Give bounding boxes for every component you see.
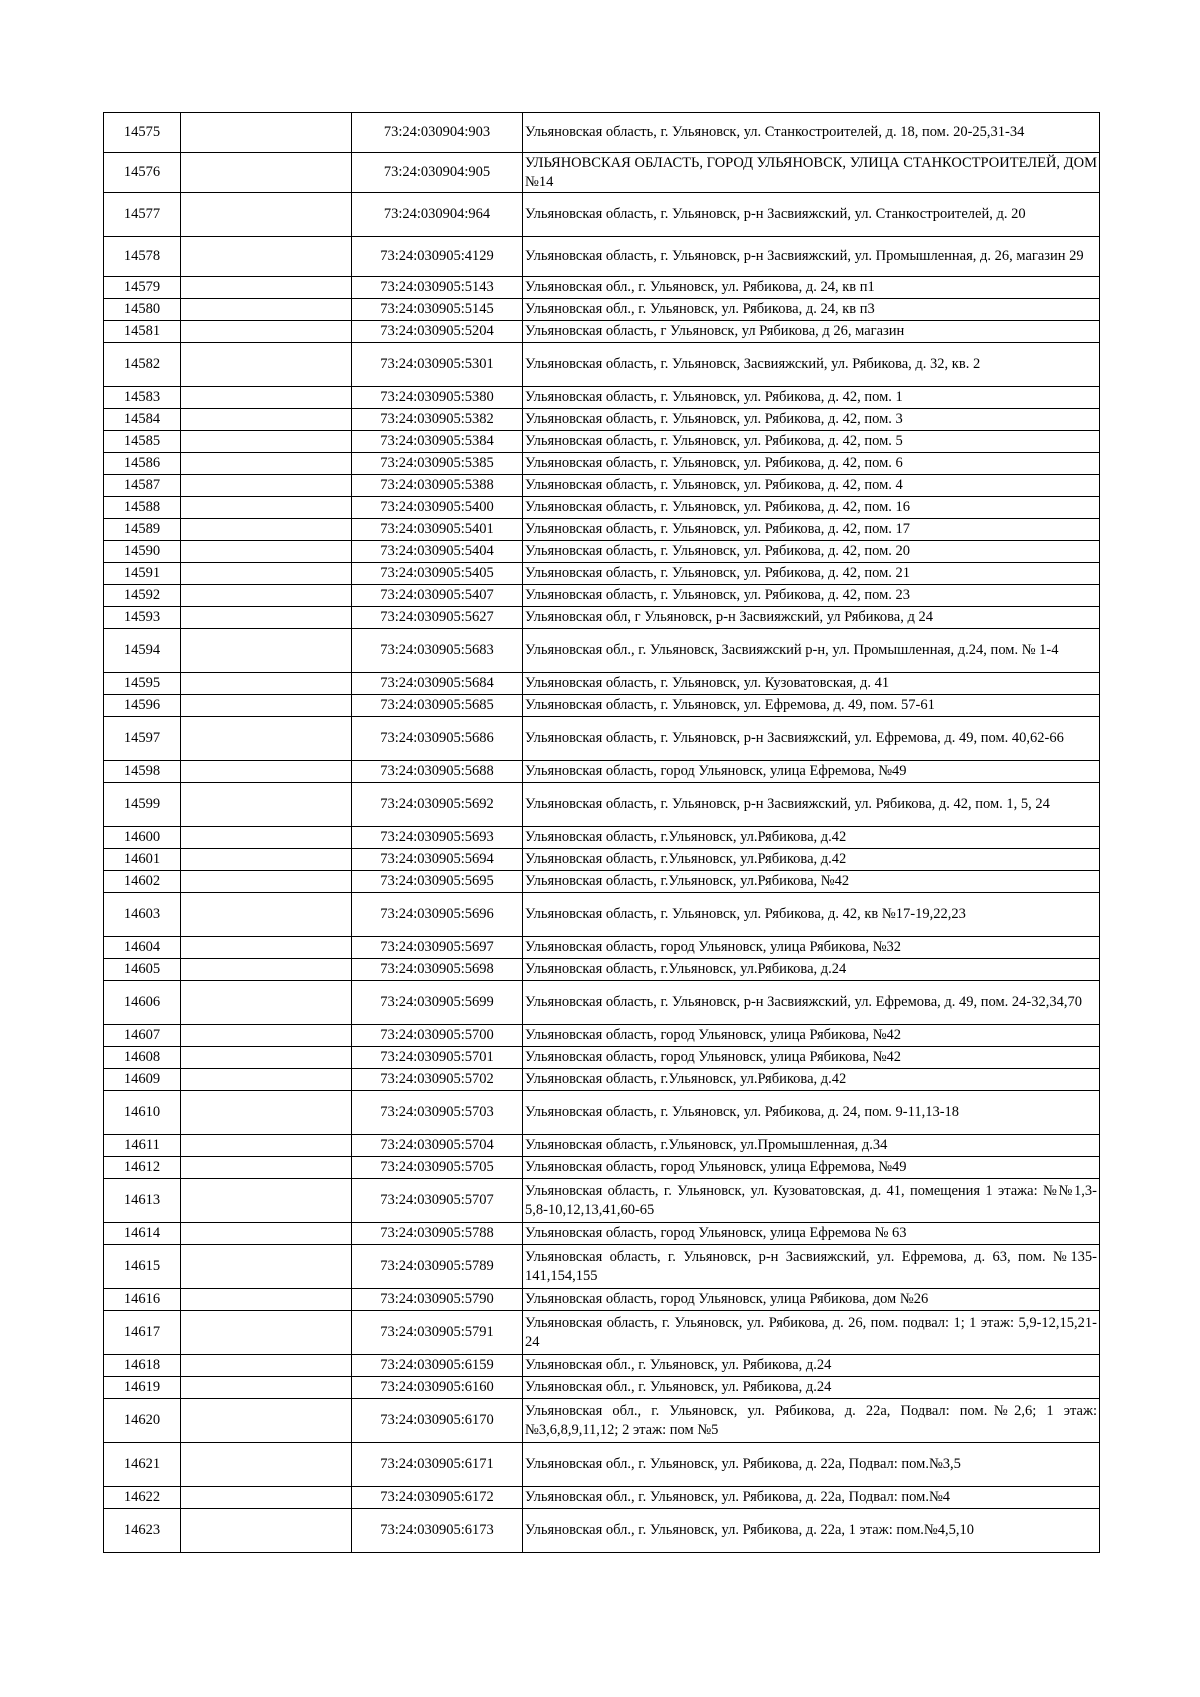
table-row xyxy=(104,937,1100,959)
cadastral-number-cell: 73:24:030905:6160 xyxy=(352,1377,523,1399)
table-row xyxy=(104,717,1100,761)
address-cell: Ульяновская область, г. Ульяновск, ул. Рябикова, д. 42, пом. 23 xyxy=(523,585,1100,607)
row-number-cell: 14609 xyxy=(104,1069,181,1091)
table-row xyxy=(104,827,1100,849)
cadastral-number-cell: 73:24:030905:5382 xyxy=(352,409,523,431)
empty-cell xyxy=(181,563,352,585)
table-row xyxy=(104,783,1100,827)
table-row xyxy=(104,893,1100,937)
cadastral-number-cell: 73:24:030905:5683 xyxy=(352,629,523,673)
cadastral-number-cell: 73:24:030905:6171 xyxy=(352,1443,523,1487)
cadastral-number-cell: 73:24:030905:5401 xyxy=(352,519,523,541)
row-number-cell: 14581 xyxy=(104,321,181,343)
empty-cell xyxy=(181,519,352,541)
table-row xyxy=(104,1245,1100,1289)
address-cell: Ульяновская область, г.Ульяновск, ул.Рябикова, д.42 xyxy=(523,849,1100,871)
cadastral-number-cell: 73:24:030905:5695 xyxy=(352,871,523,893)
empty-cell xyxy=(181,237,352,277)
empty-cell xyxy=(181,959,352,981)
cadastral-number-cell: 73:24:030905:5692 xyxy=(352,783,523,827)
empty-cell xyxy=(181,827,352,849)
address-cell: Ульяновская область, г. Ульяновск, ул. Кузоватовская, д. 41 xyxy=(523,673,1100,695)
row-number-cell: 14578 xyxy=(104,237,181,277)
row-number-cell: 14623 xyxy=(104,1509,181,1553)
row-number-cell: 14593 xyxy=(104,607,181,629)
row-number-cell: 14620 xyxy=(104,1399,181,1443)
cadastral-number-cell: 73:24:030905:5684 xyxy=(352,673,523,695)
table-row xyxy=(104,1091,1100,1135)
empty-cell xyxy=(181,1223,352,1245)
table-row xyxy=(104,387,1100,409)
table-row xyxy=(104,981,1100,1025)
table-row xyxy=(104,1443,1100,1487)
table-row xyxy=(104,1289,1100,1311)
row-number-cell: 14576 xyxy=(104,153,181,193)
row-number-cell: 14601 xyxy=(104,849,181,871)
row-number-cell: 14589 xyxy=(104,519,181,541)
address-cell: Ульяновская область, город Ульяновск, улица Рябикова, №42 xyxy=(523,1047,1100,1069)
address-cell: Ульяновская область, г. Ульяновск, ул. Рябикова, д. 42, пом. 5 xyxy=(523,431,1100,453)
cadastral-number-cell: 73:24:030905:5790 xyxy=(352,1289,523,1311)
row-number-cell: 14606 xyxy=(104,981,181,1025)
table-row xyxy=(104,1047,1100,1069)
table-row xyxy=(104,475,1100,497)
table-row xyxy=(104,629,1100,673)
empty-cell xyxy=(181,1135,352,1157)
table-row xyxy=(104,1311,1100,1355)
empty-cell xyxy=(181,321,352,343)
table-row xyxy=(104,453,1100,475)
cadastral-number-cell: 73:24:030905:5407 xyxy=(352,585,523,607)
empty-cell xyxy=(181,1047,352,1069)
row-number-cell: 14615 xyxy=(104,1245,181,1289)
row-number-cell: 14621 xyxy=(104,1443,181,1487)
empty-cell xyxy=(181,153,352,193)
row-number-cell: 14612 xyxy=(104,1157,181,1179)
row-number-cell: 14584 xyxy=(104,409,181,431)
table-row xyxy=(104,299,1100,321)
empty-cell xyxy=(181,1355,352,1377)
row-number-cell: 14579 xyxy=(104,277,181,299)
cadastral-number-cell: 73:24:030905:5301 xyxy=(352,343,523,387)
row-number-cell: 14597 xyxy=(104,717,181,761)
row-number-cell: 14614 xyxy=(104,1223,181,1245)
address-cell: Ульяновская область, г.Ульяновск, ул.Рябикова, №42 xyxy=(523,871,1100,893)
row-number-cell: 14587 xyxy=(104,475,181,497)
cadastral-number-cell: 73:24:030905:5701 xyxy=(352,1047,523,1069)
empty-cell xyxy=(181,409,352,431)
empty-cell xyxy=(181,1179,352,1223)
table-row xyxy=(104,607,1100,629)
row-number-cell: 14604 xyxy=(104,937,181,959)
table-row xyxy=(104,959,1100,981)
row-number-cell: 14618 xyxy=(104,1355,181,1377)
row-number-cell: 14591 xyxy=(104,563,181,585)
address-cell: Ульяновская область, г. Ульяновск, р-н Засвияжский, ул. Рябикова, д. 42, пом. 1, 5, 24 xyxy=(523,783,1100,827)
cadastral-number-cell: 73:24:030905:5686 xyxy=(352,717,523,761)
cadastral-number-cell: 73:24:030905:5385 xyxy=(352,453,523,475)
address-cell: Ульяновская область, г.Ульяновск, ул.Рябикова, д.42 xyxy=(523,1069,1100,1091)
empty-cell xyxy=(181,1069,352,1091)
cadastral-number-cell: 73:24:030905:5404 xyxy=(352,541,523,563)
registry-table-body xyxy=(104,113,1100,1553)
registry-table xyxy=(103,112,1100,1553)
empty-cell xyxy=(181,1377,352,1399)
address-cell: Ульяновская обл., г. Ульяновск, ул. Рябикова, д. 22а, Подвал: пом.№2,6; 1 этаж: №3,6,8,9,11,12; 2 этаж: пом №5 xyxy=(523,1399,1100,1443)
row-number-cell: 14603 xyxy=(104,893,181,937)
row-number-cell: 14585 xyxy=(104,431,181,453)
table-row xyxy=(104,431,1100,453)
address-cell: Ульяновская область, г. Ульяновск, ул. Рябикова, д. 42, пом. 3 xyxy=(523,409,1100,431)
empty-cell xyxy=(181,193,352,237)
cadastral-number-cell: 73:24:030905:5380 xyxy=(352,387,523,409)
address-cell: Ульяновская область, г. Ульяновск, ул. Рябикова, д. 42, пом. 16 xyxy=(523,497,1100,519)
row-number-cell: 14592 xyxy=(104,585,181,607)
address-cell: Ульяновская область, г. Ульяновск, ул. Рябикова, д. 42, пом. 6 xyxy=(523,453,1100,475)
address-cell: Ульяновская область, г. Ульяновск, ул. Ефремова, д. 49, пом. 57-61 xyxy=(523,695,1100,717)
row-number-cell: 14598 xyxy=(104,761,181,783)
cadastral-number-cell: 73:24:030905:5705 xyxy=(352,1157,523,1179)
table-row xyxy=(104,1157,1100,1179)
row-number-cell: 14596 xyxy=(104,695,181,717)
table-row xyxy=(104,761,1100,783)
address-cell: Ульяновская область, г. Ульяновск, р-н Засвияжский, ул. Ефремова, д. 49, пом. 40,62-66 xyxy=(523,717,1100,761)
empty-cell xyxy=(181,1157,352,1179)
table-row xyxy=(104,409,1100,431)
row-number-cell: 14588 xyxy=(104,497,181,519)
cadastral-number-cell: 73:24:030905:5400 xyxy=(352,497,523,519)
address-cell: Ульяновская обл., г. Ульяновск, ул. Рябикова, д.24 xyxy=(523,1355,1100,1377)
empty-cell xyxy=(181,497,352,519)
table-row xyxy=(104,541,1100,563)
empty-cell xyxy=(181,113,352,153)
address-cell: Ульяновская область, г. Ульяновск, ул. Станкостроителей, д. 18, пом. 20-25,31-34 xyxy=(523,113,1100,153)
table-row xyxy=(104,519,1100,541)
empty-cell xyxy=(181,1399,352,1443)
address-cell: Ульяновская область, г.Ульяновск, ул.Рябикова, д.42 xyxy=(523,827,1100,849)
address-cell: Ульяновская область, г.Ульяновск, ул.Рябикова, д.24 xyxy=(523,959,1100,981)
empty-cell xyxy=(181,761,352,783)
address-cell: Ульяновская область, г. Ульяновск, ул. Рябикова, д. 26, пом. подвал: 1; 1 этаж: 5,9-12,15,21-24 xyxy=(523,1311,1100,1355)
table-row xyxy=(104,1355,1100,1377)
table-row xyxy=(104,1509,1100,1553)
row-number-cell: 14622 xyxy=(104,1487,181,1509)
cadastral-number-cell: 73:24:030905:5388 xyxy=(352,475,523,497)
cadastral-number-cell: 73:24:030905:6173 xyxy=(352,1509,523,1553)
table-row xyxy=(104,1377,1100,1399)
address-cell: Ульяновская область, г. Ульяновск, р-н Засвияжский, ул. Промышленная, д. 26, магазин 29 xyxy=(523,237,1100,277)
table-row xyxy=(104,113,1100,153)
empty-cell xyxy=(181,871,352,893)
row-number-cell: 14613 xyxy=(104,1179,181,1223)
cadastral-number-cell: 73:24:030905:5698 xyxy=(352,959,523,981)
row-number-cell: 14583 xyxy=(104,387,181,409)
table-row xyxy=(104,1179,1100,1223)
address-cell: Ульяновская область, г. Ульяновск, р-н Засвияжский, ул. Ефремова, д. 49, пом. 24-32,34,70 xyxy=(523,981,1100,1025)
table-row xyxy=(104,1399,1100,1443)
row-number-cell: 14594 xyxy=(104,629,181,673)
table-row xyxy=(104,585,1100,607)
row-number-cell: 14582 xyxy=(104,343,181,387)
row-number-cell: 14608 xyxy=(104,1047,181,1069)
empty-cell xyxy=(181,1487,352,1509)
row-number-cell: 14586 xyxy=(104,453,181,475)
cadastral-number-cell: 73:24:030905:5694 xyxy=(352,849,523,871)
empty-cell xyxy=(181,1289,352,1311)
cadastral-number-cell: 73:24:030905:5143 xyxy=(352,277,523,299)
address-cell: Ульяновская область, г. Ульяновск, ул. Рябикова, д. 42, пом. 17 xyxy=(523,519,1100,541)
empty-cell xyxy=(181,629,352,673)
empty-cell xyxy=(181,1025,352,1047)
address-cell: Ульяновская область, г. Ульяновск, р-н Засвияжский, ул. Станкостроителей, д. 20 xyxy=(523,193,1100,237)
cadastral-number-cell: 73:24:030905:5405 xyxy=(352,563,523,585)
cadastral-number-cell: 73:24:030905:5693 xyxy=(352,827,523,849)
address-cell: Ульяновская область, г. Ульяновск, ул. Рябикова, д. 42, пом. 21 xyxy=(523,563,1100,585)
address-cell: Ульяновская область, г. Ульяновск, ул. Рябикова, д. 42, пом. 4 xyxy=(523,475,1100,497)
cadastral-number-cell: 73:24:030905:5204 xyxy=(352,321,523,343)
address-cell: Ульяновская область, город Ульяновск, улица Ефремова, №49 xyxy=(523,1157,1100,1179)
empty-cell xyxy=(181,453,352,475)
cadastral-number-cell: 73:24:030904:964 xyxy=(352,193,523,237)
empty-cell xyxy=(181,893,352,937)
cadastral-number-cell: 73:24:030905:6159 xyxy=(352,1355,523,1377)
address-cell: Ульяновская обл., г. Ульяновск, ул. Рябикова, д. 22а, Подвал: пом.№4 xyxy=(523,1487,1100,1509)
cadastral-number-cell: 73:24:030905:5699 xyxy=(352,981,523,1025)
address-cell: Ульяновская область, город Ульяновск, улица Рябикова, дом №26 xyxy=(523,1289,1100,1311)
row-number-cell: 14577 xyxy=(104,193,181,237)
empty-cell xyxy=(181,673,352,695)
cadastral-number-cell: 73:24:030905:5685 xyxy=(352,695,523,717)
empty-cell xyxy=(181,277,352,299)
cadastral-number-cell: 73:24:030905:5696 xyxy=(352,893,523,937)
empty-cell xyxy=(181,1509,352,1553)
empty-cell xyxy=(181,343,352,387)
cadastral-number-cell: 73:24:030905:4129 xyxy=(352,237,523,277)
empty-cell xyxy=(181,717,352,761)
row-number-cell: 14605 xyxy=(104,959,181,981)
cadastral-number-cell: 73:24:030905:5688 xyxy=(352,761,523,783)
address-cell: Ульяновская обл., г. Ульяновск, ул. Рябикова, д.24 xyxy=(523,1377,1100,1399)
row-number-cell: 14607 xyxy=(104,1025,181,1047)
table-row xyxy=(104,849,1100,871)
table-row xyxy=(104,695,1100,717)
cadastral-number-cell: 73:24:030905:5702 xyxy=(352,1069,523,1091)
cadastral-number-cell: 73:24:030905:5145 xyxy=(352,299,523,321)
row-number-cell: 14575 xyxy=(104,113,181,153)
cadastral-number-cell: 73:24:030905:5703 xyxy=(352,1091,523,1135)
table-row xyxy=(104,563,1100,585)
empty-cell xyxy=(181,1091,352,1135)
cadastral-number-cell: 73:24:030905:5707 xyxy=(352,1179,523,1223)
table-row xyxy=(104,153,1100,193)
address-cell: Ульяновская область, город Ульяновск, улица Ефремова № 63 xyxy=(523,1223,1100,1245)
address-cell: Ульяновская область, г. Ульяновск, ул. Рябикова, д. 42, пом. 20 xyxy=(523,541,1100,563)
address-cell: Ульяновская область, г. Ульяновск, ул. Рябикова, д. 42, кв №17-19,22,23 xyxy=(523,893,1100,937)
row-number-cell: 14616 xyxy=(104,1289,181,1311)
table-row xyxy=(104,1025,1100,1047)
empty-cell xyxy=(181,299,352,321)
table-row xyxy=(104,871,1100,893)
empty-cell xyxy=(181,387,352,409)
table-row xyxy=(104,1069,1100,1091)
empty-cell xyxy=(181,1245,352,1289)
empty-cell xyxy=(181,607,352,629)
row-number-cell: 14599 xyxy=(104,783,181,827)
address-cell: Ульяновская область, город Ульяновск, улица Рябикова, №32 xyxy=(523,937,1100,959)
empty-cell xyxy=(181,585,352,607)
empty-cell xyxy=(181,1443,352,1487)
cadastral-number-cell: 73:24:030905:6170 xyxy=(352,1399,523,1443)
table-row xyxy=(104,277,1100,299)
empty-cell xyxy=(181,937,352,959)
table-row xyxy=(104,1487,1100,1509)
table-row xyxy=(104,321,1100,343)
empty-cell xyxy=(181,541,352,563)
address-cell: Ульяновская обл., г. Ульяновск, ул. Рябикова, д. 24, кв п1 xyxy=(523,277,1100,299)
table-row xyxy=(104,237,1100,277)
address-cell: Ульяновская область, г. Ульяновск, Засвияжский, ул. Рябикова, д. 32, кв. 2 xyxy=(523,343,1100,387)
address-cell: Ульяновская область, г. Ульяновск, ул. Кузоватовская, д. 41, помещения 1 этажа: №№1,3-5,8-10,12,13,41,60-65 xyxy=(523,1179,1100,1223)
address-cell: Ульяновская область, город Ульяновск, улица Рябикова, №42 xyxy=(523,1025,1100,1047)
cadastral-number-cell: 73:24:030905:5627 xyxy=(352,607,523,629)
row-number-cell: 14590 xyxy=(104,541,181,563)
cadastral-number-cell: 73:24:030905:5704 xyxy=(352,1135,523,1157)
row-number-cell: 14602 xyxy=(104,871,181,893)
row-number-cell: 14619 xyxy=(104,1377,181,1399)
address-cell: Ульяновская обл., г. Ульяновск, Засвияжский р-н, ул. Промышленная, д.24, пом. № 1-4 xyxy=(523,629,1100,673)
cadastral-number-cell: 73:24:030905:5697 xyxy=(352,937,523,959)
address-cell: Ульяновская обл., г. Ульяновск, ул. Рябикова, д. 24, кв п3 xyxy=(523,299,1100,321)
table-row xyxy=(104,343,1100,387)
cadastral-number-cell: 73:24:030904:905 xyxy=(352,153,523,193)
address-cell: Ульяновская область, г. Ульяновск, ул. Рябикова, д. 42, пом. 1 xyxy=(523,387,1100,409)
table-row xyxy=(104,193,1100,237)
table-row xyxy=(104,1135,1100,1157)
row-number-cell: 14595 xyxy=(104,673,181,695)
table-row xyxy=(104,1223,1100,1245)
cadastral-number-cell: 73:24:030905:5700 xyxy=(352,1025,523,1047)
row-number-cell: 14610 xyxy=(104,1091,181,1135)
address-cell: Ульяновская область, г. Ульяновск, ул. Рябикова, д. 24, пом. 9-11,13-18 xyxy=(523,1091,1100,1135)
empty-cell xyxy=(181,475,352,497)
address-cell: Ульяновская область, г.Ульяновск, ул.Промышленная, д.34 xyxy=(523,1135,1100,1157)
address-cell: Ульяновская обл., г. Ульяновск, ул. Рябикова, д. 22а, Подвал: пом.№3,5 xyxy=(523,1443,1100,1487)
address-cell: Ульяновская область, город Ульяновск, улица Ефремова, №49 xyxy=(523,761,1100,783)
address-cell: Ульяновская обл., г. Ульяновск, ул. Рябикова, д. 22а, 1 этаж: пом.№4,5,10 xyxy=(523,1509,1100,1553)
empty-cell xyxy=(181,695,352,717)
address-cell: Ульяновская обл, г Ульяновск, р-н Засвияжский, ул Рябикова, д 24 xyxy=(523,607,1100,629)
table-row xyxy=(104,673,1100,695)
cadastral-number-cell: 73:24:030905:5788 xyxy=(352,1223,523,1245)
row-number-cell: 14611 xyxy=(104,1135,181,1157)
empty-cell xyxy=(181,431,352,453)
address-cell: Ульяновская область, г. Ульяновск, р-н Засвияжский, ул. Ефремова, д. 63, пом. №135-141,154,155 xyxy=(523,1245,1100,1289)
cadastral-number-cell: 73:24:030905:6172 xyxy=(352,1487,523,1509)
address-cell: УЛЬЯНОВСКАЯ ОБЛАСТЬ, ГОРОД УЛЬЯНОВСК, УЛИЦА СТАНКОСТРОИТЕЛЕЙ, ДОМ №14 xyxy=(523,153,1100,193)
empty-cell xyxy=(181,1311,352,1355)
cadastral-number-cell: 73:24:030905:5789 xyxy=(352,1245,523,1289)
cadastral-number-cell: 73:24:030905:5384 xyxy=(352,431,523,453)
row-number-cell: 14580 xyxy=(104,299,181,321)
cadastral-number-cell: 73:24:030905:5791 xyxy=(352,1311,523,1355)
empty-cell xyxy=(181,783,352,827)
row-number-cell: 14600 xyxy=(104,827,181,849)
cadastral-number-cell: 73:24:030904:903 xyxy=(352,113,523,153)
table-row xyxy=(104,497,1100,519)
row-number-cell: 14617 xyxy=(104,1311,181,1355)
empty-cell xyxy=(181,849,352,871)
address-cell: Ульяновская область, г Ульяновск, ул Рябикова, д 26, магазин xyxy=(523,321,1100,343)
empty-cell xyxy=(181,981,352,1025)
